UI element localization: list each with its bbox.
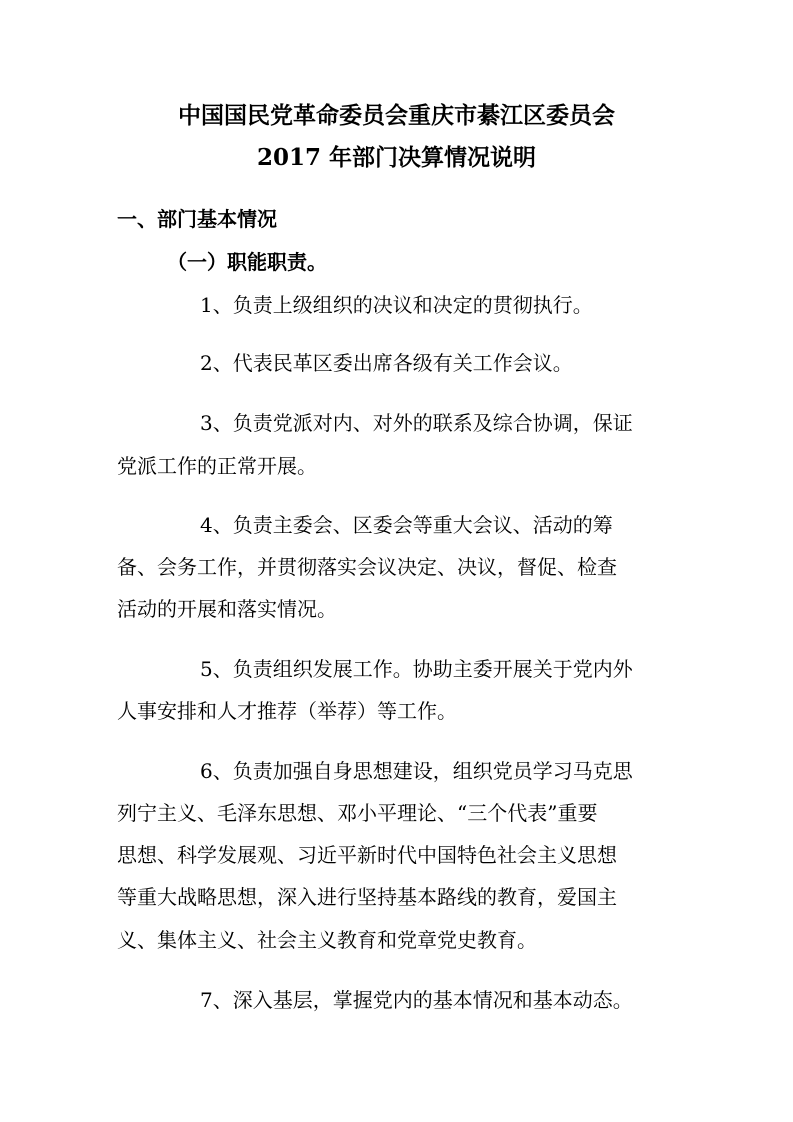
subsection-heading: （一）职能职责。 [167, 250, 327, 274]
paragraph-line: 2、代表民革区委出席各级有关工作会议。 [200, 351, 573, 375]
paragraph-line: 1、负责上级组织的决议和决定的贯彻执行。 [200, 293, 593, 317]
paragraph-line: 4、负责主委会、区委会等重大会议、活动的筹 [200, 513, 613, 537]
paragraph-line: 义、集体主义、社会主义教育和党章党史教育。 [117, 928, 537, 952]
paragraph-line: 人事安排和人才推荐（举荐）等工作。 [117, 699, 457, 723]
paragraph-line: 等重大战略思想，深入进行坚持基本路线的教育，爱国主 [117, 885, 617, 909]
paragraph-line: 列宁主义、毛泽东思想、邓小平理论、“三个代表”重要 [117, 801, 598, 825]
document-title-line-1: 中国国民党革命委员会重庆市綦江区委员会 [178, 102, 615, 129]
section-heading: 一、部门基本情况 [117, 207, 277, 231]
paragraph-line: 6、负责加强自身思想建设，组织党员学习马克思 [200, 759, 633, 783]
document-title-line-2: 2017 年部门决算情况说明 [256, 144, 537, 171]
paragraph-line: 3、负责党派对内、对外的联系及综合协调，保证 [200, 411, 633, 435]
paragraph-line: 7、深入基层，掌握党内的基本情况和基本动态。 [200, 988, 633, 1012]
paragraph-line: 备、会务工作，并贯彻落实会议决定、决议，督促、检查 [117, 555, 617, 579]
paragraph-line: 党派工作的正常开展。 [117, 454, 317, 478]
paragraph-line: 5、负责组织发展工作。协助主委开展关于党内外 [200, 657, 633, 681]
paragraph-line: 活动的开展和落实情况。 [117, 597, 337, 621]
paragraph-line: 思想、科学发展观、习近平新时代中国特色社会主义思想 [117, 843, 617, 867]
